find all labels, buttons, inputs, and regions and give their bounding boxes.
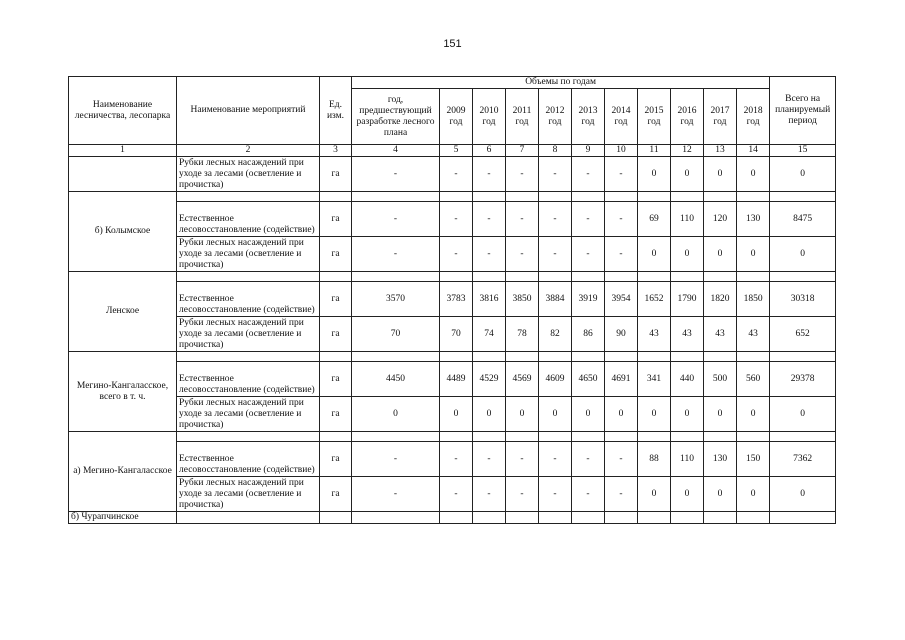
spacer-cell [320, 272, 352, 282]
year-value: 0 [638, 237, 671, 272]
spacer-cell [177, 432, 320, 442]
spacer-cell [770, 432, 836, 442]
unit-cell: га [320, 317, 352, 352]
spacer-cell [473, 272, 506, 282]
empty-cell [440, 512, 473, 524]
header-name: Наименование лесничества, лесопарка [69, 77, 177, 145]
unit-cell: га [320, 157, 352, 192]
year-value: 4650 [572, 362, 605, 397]
table-row [69, 362, 836, 397]
spacer-cell [473, 192, 506, 202]
action-name: Рубки лесных насаждений при уходе за лесами (осветление и прочистка) [177, 477, 320, 512]
year-value: 1790 [671, 282, 704, 317]
column-number: 2 [177, 145, 320, 157]
empty-cell [704, 512, 737, 524]
prev-year-value: - [352, 202, 440, 237]
spacer-cell [572, 432, 605, 442]
prev-year-value: 4450 [352, 362, 440, 397]
year-value: 69 [638, 202, 671, 237]
spacer-cell [440, 352, 473, 362]
year-value: 78 [506, 317, 539, 352]
spacer-cell [352, 192, 440, 202]
year-value: 43 [737, 317, 770, 352]
spacer-cell [320, 432, 352, 442]
empty-cell [605, 512, 638, 524]
table-row [69, 282, 836, 317]
empty-cell [770, 512, 836, 524]
header-prev-year: год, предшествующий разработке лесного плана [352, 89, 440, 145]
table-body [69, 157, 836, 524]
spacer-cell [605, 192, 638, 202]
year-value: 0 [440, 397, 473, 432]
column-number: 7 [506, 145, 539, 157]
total-value: 652 [770, 317, 836, 352]
year-value: - [572, 202, 605, 237]
spacer-cell [671, 352, 704, 362]
forest-plan-table [68, 76, 836, 524]
prev-year-value: - [352, 442, 440, 477]
spacer-cell [440, 192, 473, 202]
column-number: 13 [704, 145, 737, 157]
forestry-name: Ленское [69, 272, 177, 352]
unit-cell: га [320, 477, 352, 512]
prev-year-value: - [352, 477, 440, 512]
year-value: - [440, 477, 473, 512]
column-number: 10 [605, 145, 638, 157]
column-number: 11 [638, 145, 671, 157]
year-value: - [506, 442, 539, 477]
spacer-cell [177, 192, 320, 202]
year-value: 3884 [539, 282, 572, 317]
year-value: - [572, 442, 605, 477]
total-value: 29378 [770, 362, 836, 397]
header-year: 2011 год [506, 89, 539, 145]
column-number: 8 [539, 145, 572, 157]
table-row [69, 477, 836, 512]
spacer-cell [671, 192, 704, 202]
spacer-cell [737, 352, 770, 362]
year-value: - [539, 237, 572, 272]
spacer-cell [506, 272, 539, 282]
spacer-cell [506, 352, 539, 362]
year-value: - [473, 202, 506, 237]
year-value: 82 [539, 317, 572, 352]
year-value: 0 [737, 157, 770, 192]
year-value: 0 [572, 397, 605, 432]
year-value: 0 [506, 397, 539, 432]
spacer-cell [572, 192, 605, 202]
empty-cell [352, 512, 440, 524]
total-value: 0 [770, 397, 836, 432]
year-value: - [473, 157, 506, 192]
table-row [69, 202, 836, 237]
spacer-cell [572, 272, 605, 282]
year-value: - [473, 477, 506, 512]
year-value: 3919 [572, 282, 605, 317]
year-value: - [605, 237, 638, 272]
year-value: 0 [704, 397, 737, 432]
year-value: 4609 [539, 362, 572, 397]
year-value: 88 [638, 442, 671, 477]
prev-year-value: - [352, 237, 440, 272]
year-value: - [539, 477, 572, 512]
year-value: 0 [638, 477, 671, 512]
year-value: - [506, 477, 539, 512]
spacer-cell [539, 432, 572, 442]
page-number: 151 [443, 38, 462, 50]
year-value: 110 [671, 442, 704, 477]
year-value: - [605, 157, 638, 192]
column-number: 9 [572, 145, 605, 157]
header-volumes: Объемы по годам [352, 77, 770, 89]
year-value: - [572, 237, 605, 272]
year-value: 43 [638, 317, 671, 352]
year-value: 120 [704, 202, 737, 237]
spacer-cell [440, 432, 473, 442]
year-value: - [572, 157, 605, 192]
header-year: 2016 год [671, 89, 704, 145]
action-name: Естественное лесовосстановление (содействие) [177, 362, 320, 397]
year-value: 0 [671, 477, 704, 512]
column-number: 4 [352, 145, 440, 157]
table-row [69, 317, 836, 352]
spacer-row [69, 432, 836, 442]
spacer-cell [539, 352, 572, 362]
header-total: Всего на планируемый период [770, 77, 836, 145]
year-value: 0 [539, 397, 572, 432]
year-value: 0 [704, 157, 737, 192]
year-value: - [473, 237, 506, 272]
unit-cell: га [320, 442, 352, 477]
empty-cell [177, 512, 320, 524]
year-value: 86 [572, 317, 605, 352]
year-value: 4489 [440, 362, 473, 397]
header-year: 2009 год [440, 89, 473, 145]
column-number-row [69, 145, 836, 157]
header-action: Наименование мероприятий [177, 77, 320, 145]
spacer-cell [539, 192, 572, 202]
year-value: - [539, 157, 572, 192]
year-value: - [539, 442, 572, 477]
spacer-cell [638, 192, 671, 202]
column-number: 6 [473, 145, 506, 157]
spacer-cell [352, 272, 440, 282]
spacer-cell [770, 272, 836, 282]
year-value: 1820 [704, 282, 737, 317]
year-value: - [539, 202, 572, 237]
year-value: 3954 [605, 282, 638, 317]
action-name: Рубки лесных насаждений при уходе за лесами (осветление и прочистка) [177, 237, 320, 272]
header-year: 2014 год [605, 89, 638, 145]
action-name: Естественное лесовосстановление (содействие) [177, 282, 320, 317]
table-row [69, 442, 836, 477]
forestry-name: б) Чурапчинское [69, 512, 177, 524]
spacer-cell [638, 432, 671, 442]
forestry-name [69, 157, 177, 192]
year-value: 110 [671, 202, 704, 237]
year-value: - [506, 157, 539, 192]
prev-year-value: - [352, 157, 440, 192]
header-year: 2018 год [737, 89, 770, 145]
year-value: - [440, 237, 473, 272]
empty-cell [671, 512, 704, 524]
empty-cell [506, 512, 539, 524]
table-row [69, 512, 836, 524]
spacer-cell [352, 352, 440, 362]
header-unit: Ед. изм. [320, 77, 352, 145]
year-value: 0 [638, 157, 671, 192]
year-value: 0 [704, 477, 737, 512]
spacer-cell [671, 432, 704, 442]
unit-cell: га [320, 362, 352, 397]
year-value: 0 [671, 237, 704, 272]
empty-cell [737, 512, 770, 524]
year-value: 43 [671, 317, 704, 352]
action-name: Рубки лесных насаждений при уходе за лесами (осветление и прочистка) [177, 317, 320, 352]
year-value: - [440, 202, 473, 237]
spacer-row [69, 272, 836, 282]
action-name: Естественное лесовосстановление (содействие) [177, 202, 320, 237]
spacer-cell [473, 432, 506, 442]
table-row [69, 157, 836, 192]
year-value: 0 [473, 397, 506, 432]
spacer-cell [539, 272, 572, 282]
year-value: - [605, 477, 638, 512]
year-value: 4691 [605, 362, 638, 397]
empty-cell [539, 512, 572, 524]
year-value: 0 [638, 397, 671, 432]
year-value: 1652 [638, 282, 671, 317]
year-value: - [572, 477, 605, 512]
forestry-name: а) Мегино-Кангаласское [69, 432, 177, 512]
spacer-cell [506, 192, 539, 202]
table-row [69, 237, 836, 272]
total-value: 0 [770, 157, 836, 192]
spacer-cell [605, 352, 638, 362]
spacer-cell [473, 352, 506, 362]
year-value: 130 [737, 202, 770, 237]
header-year: 2013 год [572, 89, 605, 145]
spacer-cell [320, 192, 352, 202]
column-number: 15 [770, 145, 836, 157]
column-number: 5 [440, 145, 473, 157]
action-name: Рубки лесных насаждений при уходе за лесами (осветление и прочистка) [177, 157, 320, 192]
year-value: 3783 [440, 282, 473, 317]
spacer-cell [605, 272, 638, 282]
year-value: 150 [737, 442, 770, 477]
year-value: 4529 [473, 362, 506, 397]
spacer-cell [770, 352, 836, 362]
spacer-cell [572, 352, 605, 362]
year-value: - [506, 237, 539, 272]
spacer-cell [770, 192, 836, 202]
forestry-name: б) Колымское [69, 192, 177, 272]
year-value: 70 [440, 317, 473, 352]
table-row [69, 397, 836, 432]
header-year: 2010 год [473, 89, 506, 145]
spacer-cell [177, 272, 320, 282]
spacer-cell [704, 352, 737, 362]
year-value: 341 [638, 362, 671, 397]
spacer-cell [638, 352, 671, 362]
column-number: 3 [320, 145, 352, 157]
year-value: 0 [605, 397, 638, 432]
prev-year-value: 3570 [352, 282, 440, 317]
prev-year-value: 0 [352, 397, 440, 432]
unit-cell: га [320, 202, 352, 237]
year-value: 440 [671, 362, 704, 397]
spacer-cell [352, 432, 440, 442]
spacer-cell [704, 272, 737, 282]
spacer-cell [638, 272, 671, 282]
header-year: 2015 год [638, 89, 671, 145]
action-name: Рубки лесных насаждений при уходе за лесами (осветление и прочистка) [177, 397, 320, 432]
unit-cell: га [320, 397, 352, 432]
forestry-name: Мегино-Кангаласское, всего в т. ч. [69, 352, 177, 432]
unit-cell: га [320, 237, 352, 272]
spacer-cell [177, 352, 320, 362]
spacer-cell [320, 352, 352, 362]
year-value: - [473, 442, 506, 477]
column-number: 12 [671, 145, 704, 157]
total-value: 30318 [770, 282, 836, 317]
year-value: - [605, 442, 638, 477]
empty-cell [638, 512, 671, 524]
year-value: 3850 [506, 282, 539, 317]
year-value: 90 [605, 317, 638, 352]
total-value: 7362 [770, 442, 836, 477]
year-value: - [605, 202, 638, 237]
year-value: - [506, 202, 539, 237]
year-value: 0 [704, 237, 737, 272]
prev-year-value: 70 [352, 317, 440, 352]
empty-cell [320, 512, 352, 524]
unit-cell: га [320, 282, 352, 317]
spacer-cell [704, 192, 737, 202]
year-value: - [440, 157, 473, 192]
year-value: 0 [737, 237, 770, 272]
spacer-cell [440, 272, 473, 282]
spacer-row [69, 192, 836, 202]
year-value: 1850 [737, 282, 770, 317]
year-value: 3816 [473, 282, 506, 317]
spacer-row [69, 352, 836, 362]
year-value: 560 [737, 362, 770, 397]
year-value: 43 [704, 317, 737, 352]
header-year: 2017 год [704, 89, 737, 145]
year-value: 0 [671, 157, 704, 192]
spacer-cell [704, 432, 737, 442]
total-value: 0 [770, 477, 836, 512]
column-number: 1 [69, 145, 177, 157]
action-name: Естественное лесовосстановление (содействие) [177, 442, 320, 477]
year-value: - [440, 442, 473, 477]
spacer-cell [737, 432, 770, 442]
year-value: 0 [737, 477, 770, 512]
year-value: 74 [473, 317, 506, 352]
year-value: 0 [671, 397, 704, 432]
column-number: 14 [737, 145, 770, 157]
year-value: 4569 [506, 362, 539, 397]
header-year: 2012 год [539, 89, 572, 145]
spacer-cell [506, 432, 539, 442]
empty-cell [572, 512, 605, 524]
spacer-cell [737, 272, 770, 282]
spacer-cell [737, 192, 770, 202]
year-value: 500 [704, 362, 737, 397]
total-value: 0 [770, 237, 836, 272]
year-value: 130 [704, 442, 737, 477]
spacer-cell [605, 432, 638, 442]
empty-cell [473, 512, 506, 524]
year-value: 0 [737, 397, 770, 432]
spacer-cell [671, 272, 704, 282]
total-value: 8475 [770, 202, 836, 237]
